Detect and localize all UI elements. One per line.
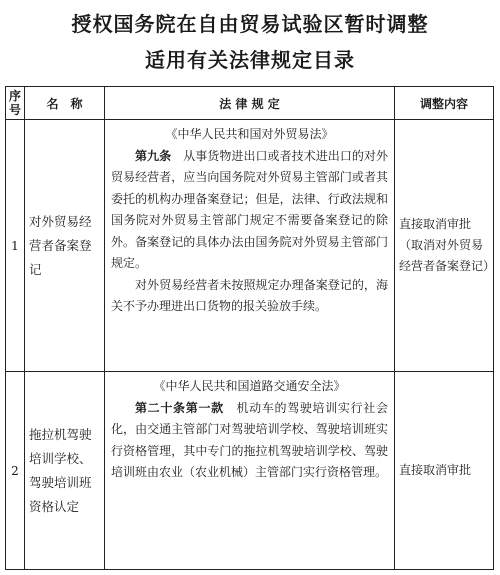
law-article: 第二十条第一款 xyxy=(135,400,224,415)
page-subtitle: 适用有关法律规定目录 xyxy=(145,48,355,72)
row-index: 2 xyxy=(6,372,25,570)
page-title: 授权国务院在自由贸易试验区暂时调整 xyxy=(71,12,429,36)
row-index: 1 xyxy=(6,120,25,372)
row-name: 对外贸易经营者备案登记 xyxy=(25,120,105,372)
law-article: 第九条 xyxy=(135,148,172,163)
table-header-row xyxy=(6,87,494,120)
header-name: 名 称 xyxy=(25,87,105,120)
law-name: 《中华人民共和国对外贸易法》 xyxy=(165,127,334,141)
law-paragraph: 第九条 从事货物进出口或者技术进出口的对外贸易经营者，应当向国务院对外贸易主管部门或者其委托的机构办理备案登记；但是，法律、行政法规和国务院对外贸易主管部门规定不需要备案登记的除外。备案登记的具体办法由国务院对外贸易主管部门规定。 xyxy=(111,148,388,270)
law-name: 《中华人民共和国道路交通安全法》 xyxy=(153,379,346,393)
regulation-table xyxy=(5,86,494,570)
row-adjustment: 直接取消审批（取消对外贸易经营者备案登记） xyxy=(395,120,494,372)
row-adjustment: 直接取消审批 xyxy=(395,372,494,570)
law-paragraph: 第二十条第一款 机动车的驾驶培训实行社会化，由交通主管部门对驾驶培训学校、驾驶培训班实行资格管理，其中专门的拖拉机驾驶培训学校、驾驶培训班由农业（农业机械）主管部门实行资格管理。 xyxy=(111,400,388,479)
header-adjust: 调整内容 xyxy=(395,87,494,120)
law-paragraph: 对外贸易经营者未按照规定办理备案登记的，海关不予办理进出口货物的报关验放手续。 xyxy=(111,277,388,313)
header-index: 序 号 xyxy=(6,87,25,120)
table-row xyxy=(6,372,494,570)
header-law: 法 律 规 定 xyxy=(105,87,395,120)
row-law xyxy=(105,372,395,570)
row-law xyxy=(105,120,395,372)
row-name: 拖拉机驾驶培训学校、驾驶培训班资格认定 xyxy=(25,372,105,570)
table-row xyxy=(6,120,494,372)
